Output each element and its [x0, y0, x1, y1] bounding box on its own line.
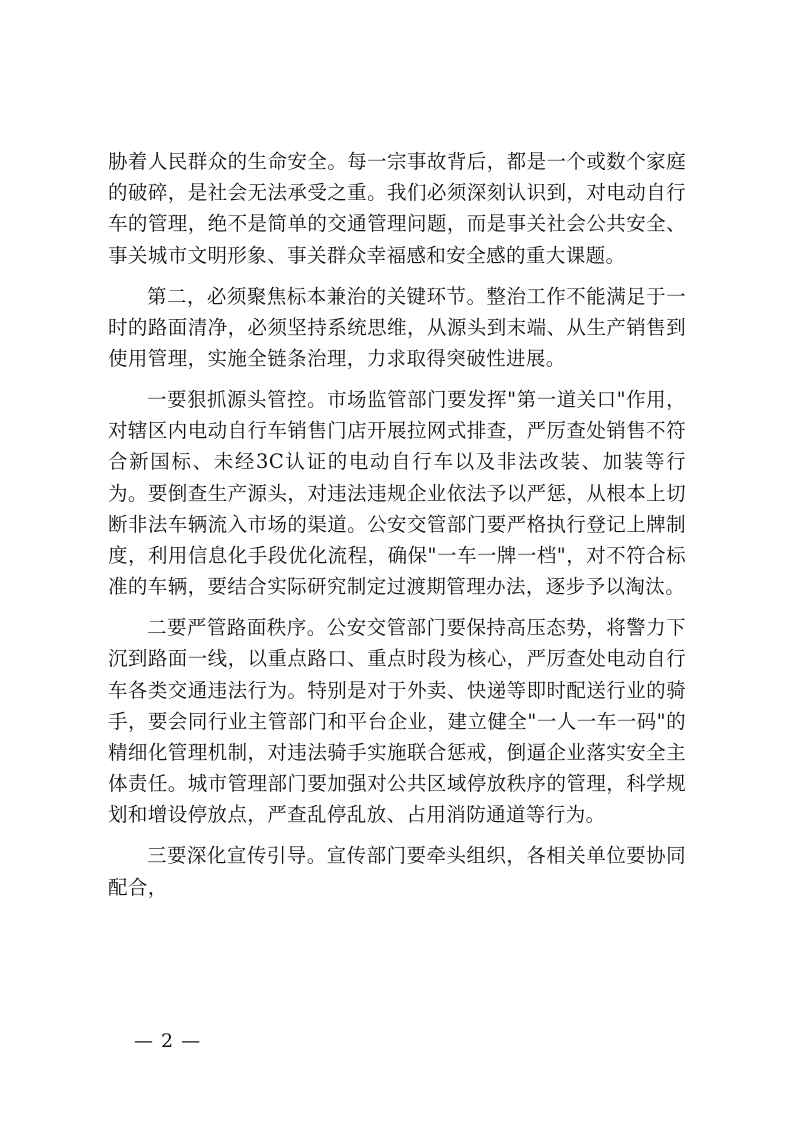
page-number: — 2 — — [134, 1030, 202, 1052]
document-body — [108, 146, 686, 913]
paragraph-publicity: 三要深化宣传引导。宣传部门要牵头组织，各相关单位要协同配合， — [108, 844, 686, 899]
paragraph-source-control: 一要狠抓源头管控。市场监管部门要发挥"第一道关口"作用，对辖区内电动自行车销售门店开展拉网式排查，严厉查处销售不符合新国标、未经3C认证的电动自行车以及非法改装、加装等行为。要倒查生产源头，对违法违规企业依法予以严惩，从根本上切断非法车辆流入市场的渠道。公安交管部门要严格执行登记上牌制度，利用信息化手段优化流程，确保"一车一牌一档"，对不符合标准的车辆，要结合实际研究制定过渡期管理办法，逐步予以淘汰。 — [108, 388, 686, 599]
paragraph-continuation: 胁着人民群众的生命安全。每一宗事故背后，都是一个或数个家庭的破碎，是社会无法承受之重。我们必须深刻认识到，对电动自行车的管理，绝不是简单的交通管理问题，而是事关社会公共安全、事关城市文明形象、事关群众幸福感和安全感的重大课题。 — [108, 150, 686, 267]
paragraph-road-order: 二要严管路面秩序。公安交管部门要保持高压态势，将警力下沉到路面一线，以重点路口、重点时段为核心，严厉查处电动自行车各类交通违法行为。特别是对于外卖、快递等即时配送行业的骑手，要会同行业主管部门和平台企业，建立健全"一人一车一码"的精细化管理机制，对违法骑手实施联合惩戒，倒逼企业落实安全主体责任。城市管理部门要加强对公共区域停放秩序的管理，科学规划和增设停放点，严查乱停乱放、占用消防通道等行为。 — [108, 616, 686, 827]
paragraph-second-point: 第二，必须聚焦标本兼治的关键环节。整治工作不能满足于一时的路面清净，必须坚持系统思维，从源头到末端、从生产销售到使用管理，实施全链条治理，力求取得突破性进展。 — [108, 284, 686, 371]
